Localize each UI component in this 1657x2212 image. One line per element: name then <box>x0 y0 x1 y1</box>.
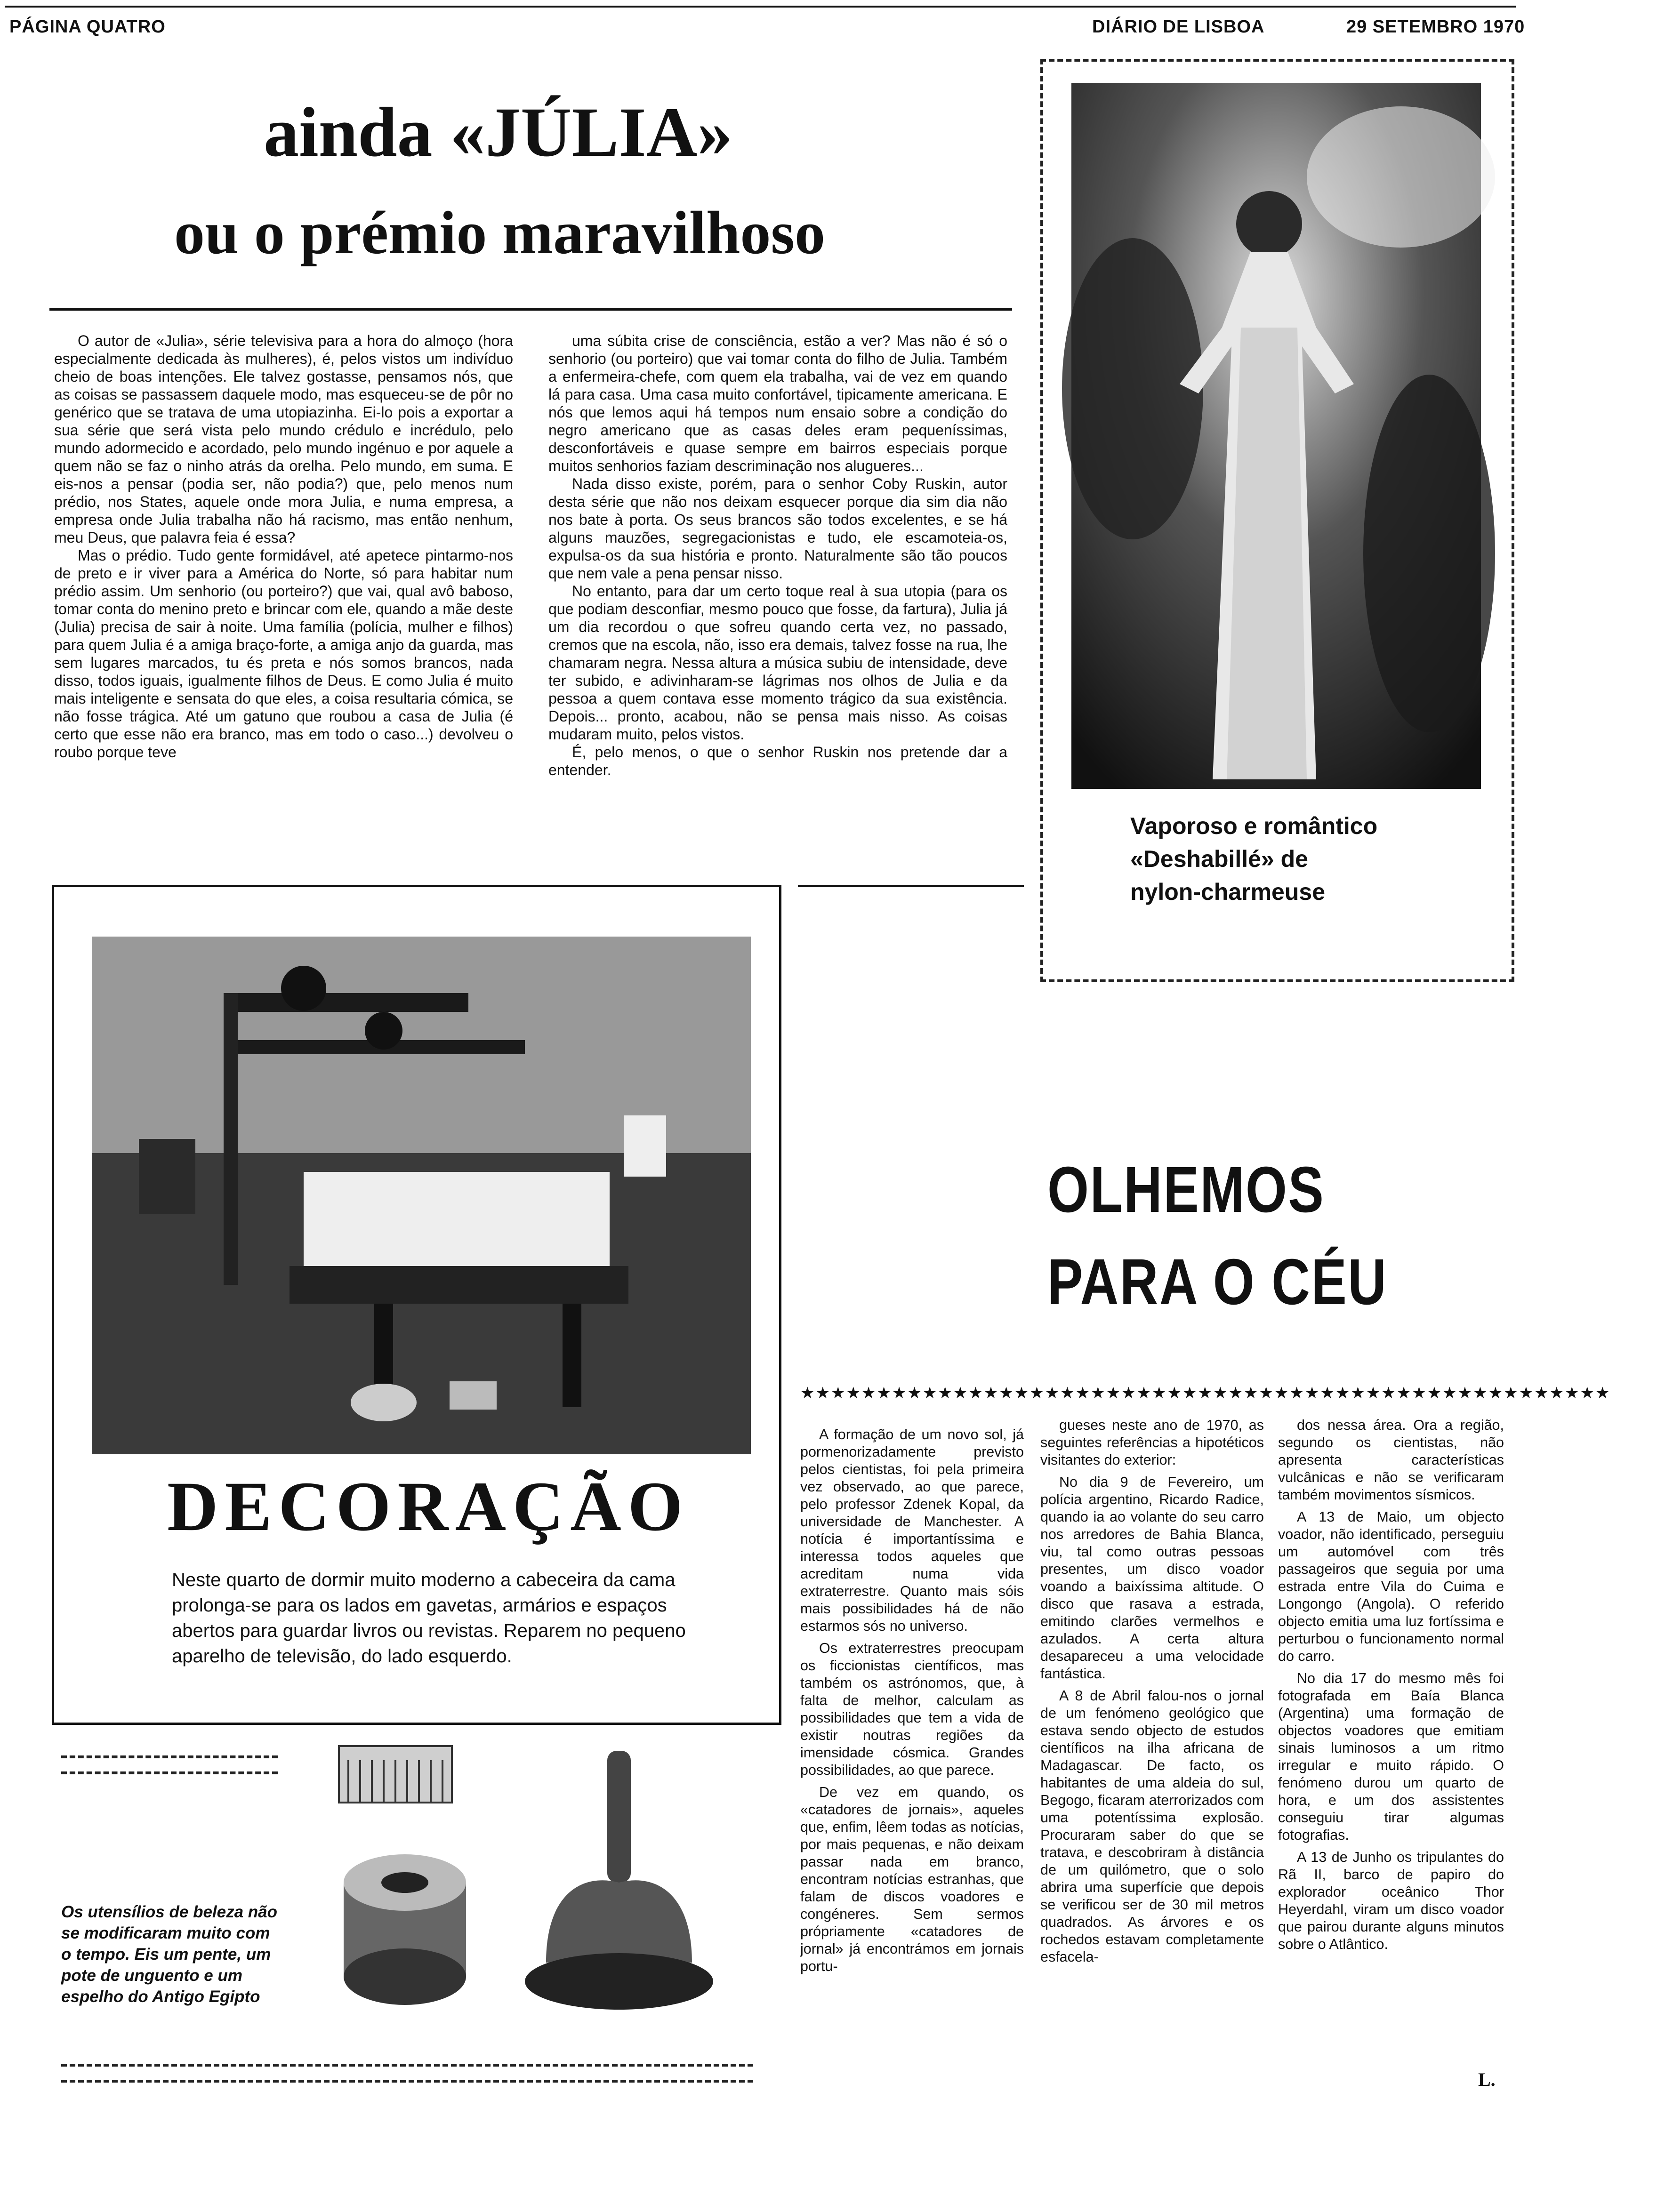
paragraph: No dia 17 do mesmo mês foi fotografada em Baía Blanca (Argentina) uma formação de objectos voadores que emitiam sinais luminosos a um ritmo irregular e muito rápido. O fenómeno durou um quarto de hora, e um dos assistentes conseguiu tirar algumas fotografias. <box>1278 1670 1504 1843</box>
paragraph: uma súbita crise de consciência, estão a ver? Mas não é só o senhorio (ou porteiro) que vai tomar conta do filho de Julia. Também a enfermeira-chefe, com quem ela trabalha, vai de vez em quando lá para casa. Uma casa muito confortável, tipicamente americana. E nós que lemos aqui há tempos num ensaio sobre a condição do negro americano que as casas deles eram pequeníssimas, desconfortáveis e quase sempre em bairros especiais porque muitos senhorios faziam descriminação nos alugueres... <box>548 332 1007 474</box>
beauty-border-top <box>61 1755 278 1774</box>
paragraph: dos nessa área. Ora a região, segundo os cientistas, não apresenta características vulcânicas e não se verificaram também movimentos sísmicos. <box>1278 1417 1504 1503</box>
fashion-caption-line2: «Deshabillé» de <box>1130 846 1308 872</box>
article2-title-line2: PARA O CÉU <box>1047 1246 1388 1318</box>
article2-column-1 <box>800 1426 1024 1980</box>
fashion-photo-frame <box>1040 59 1514 982</box>
deshabille-photo <box>1071 83 1481 789</box>
paragraph: Os extraterrestres preocupam os ficcionistas científicos, mas também os astrónomos, que, à falta de melhor, calculam as possibilidades que tem a vida de existir noutras regiões da imensidade cósmica. Grandes possibilidades, ao que parece. <box>800 1640 1024 1778</box>
article2-title-line1: OLHEMOS <box>1047 1154 1325 1226</box>
title-rule <box>49 308 1012 311</box>
issue-date: 29 SETEMBRO 1970 <box>1346 17 1525 37</box>
star-divider: ★★★★★★★★★★★★★★★★★★★★★★★★★★★★★★★★★★★★★★★★★★★★★★★★★★★★★ <box>800 1384 1611 1403</box>
paragraph: A 13 de Junho os tripulantes do Rã II, barco de papiro do explorador oceânico Thor Heyerdahl, viram um disco voador que pairou durante alguns minutos sobre o Atlântico. <box>1278 1849 1504 1952</box>
paragraph: É, pelo menos, o que o senhor Ruskin nos pretende dar a entender. <box>548 744 1007 778</box>
paragraph: De vez em quando, os «catadores de jornais», aqueles que, enfim, lêem todas as notícias, por mais pequenas, e não deixam passar nada em branco, encontram notícias estranhas, que falam de discos voadores e congéneres. Sem sermos própriamente «catadores de jornal» já encontrámos em jornais portu- <box>800 1784 1024 1974</box>
paragraph: No dia 9 de Fevereiro, um polícia argentino, Ricardo Radice, quando ia ao volante do seu carro nos arredores de Bahia Blanca, viu, tal como outras pessoas presentes, um disco voador voando a baixíssima altitude. O disco que rasava a estrada, emitindo clarões vermelhos e azulados. A certa altura desapareceu a uma velocidade fantástica. <box>1040 1474 1264 1682</box>
article-title-line1: ainda «JÚLIA» <box>264 93 733 171</box>
article2-column-3 <box>1278 1417 1504 1958</box>
article1-column-2 <box>548 332 1007 779</box>
article2-column-2 <box>1040 1417 1264 1971</box>
paragraph: Mas o prédio. Tudo gente formidável, até apetece pintarmo-nos de preto e ir viver para a América do Norte, só para habitar num prédio assim. Um senhorio (ou porteiro?) que vai, qual avô baboso, tomar conta do menino preto e brincar com ele, quando a mãe deste (Julia) precisa de sair à noite. Uma família (polícia, mulher e filhos) para quem Julia é a amiga braço-forte, a amiga anjo da guarda, mas sem lugares marcados, tu és preta e nós somos brancos, nada disso, todos iguais, igualmente filhos de Deus. E como Julia é muito mais inteligente e sensata do que eles, a coisa resultaria cómica, se não fosse trágica. Até um gatuno que roubou a casa de Julia (é certo que esse não era branco, mas em todo o caso...) devolveu o roubo porque teve <box>54 547 513 761</box>
article-title-line2: ou o prémio maravilhoso <box>174 199 826 267</box>
paragraph: A 8 de Abril falou-nos o jornal de um fenómeno geológico que estava sendo objecto de estudos científicos na ilha africana de Madagascar. De facto, os habitantes de uma aldeia do sul, Begogo, ficaram aterrorizados com uma potentíssima explosão. Procuraram saber do que se tratava, e descobriram à distância de um quilómetro, que o solo abrira uma superfície que depois se verificou ser de 30 mil metros quadrados. As árvores e os rochedos estavam completamente esfacela- <box>1040 1688 1264 1965</box>
divider-short <box>798 885 1024 887</box>
fashion-caption-line1: Vaporoso e romântico <box>1130 813 1378 839</box>
decoration-title: DECORAÇÃO <box>167 1467 690 1546</box>
decoration-box <box>52 885 781 1725</box>
paragraph: A 13 de Maio, um objecto voador, não identificado, perseguiu um automóvel com três passageiros que seguia por uma estrada entre Vila do Cuima e Longongo (Angola). O referido objecto emitia uma luz fortíssima e perturbou o funcionamento normal do carro. <box>1278 1509 1504 1664</box>
masthead-rule <box>5 6 1516 8</box>
paragraph: gueses neste ano de 1970, as seguintes referências a hipotéticos visitantes do exterior: <box>1040 1417 1264 1468</box>
author-signature: L. <box>1478 2069 1496 2090</box>
section-label: PÁGINA QUATRO <box>9 17 166 37</box>
paragraph: Nada disso existe, porém, para o senhor Coby Ruskin, autor desta série que não nos deixam esquecer porque dia sim dia não nos bate à porta. Os seus brancos são todos excelentes, e se há alguns mauzões, segregacionistas e tudo, ele escamoteia-os, expulsa-os da sua história e pronto. Naturalmente são tão poucos que nem vale a pena pensar nisso. <box>548 475 1007 582</box>
paragraph: No entanto, para dar um certo toque real à sua utopia (para os que podiam desconfiar, mesmo pouco que fosse, da fartura), Julia já um dia recordou o que sofreu quando certa vez, no passado, cremos que na escola, não, isso era demais, talvez fosse na rua, lhe chamaram negra. Nessa altura a música subiu de intensidade, deve ter subido, e adivinharam-se lágrimas nos olhos de Julia e da pessoa a quem contava esse momento trágico da sua existência. Depois... pronto, acabou, não se pensa mais nisso. As coisas mudaram muito, pelos vistos. <box>548 583 1007 743</box>
article1-column-1 <box>54 332 513 761</box>
decoration-caption: Neste quarto de dormir muito moderno a cabeceira da cama prolonga-se para os lados em gavetas, armários e espaços abertos para guardar livros ou revistas. Reparem no pequeno aparelho de televisão, do lado esquerdo. <box>172 1570 686 1667</box>
beauty-border-bottom <box>61 2064 753 2083</box>
beauty-caption: Os utensílios de beleza não se modificaram muito com o tempo. Eis um pente, um pote de unguento e um espelho do Antigo Egipto <box>61 1903 278 2006</box>
paragraph: O autor de «Julia», série televisiva para a hora do almoço (hora especialmente dedicada às mulheres), é, pelos vistos um indivíduo cheio de boas intenções. Ele talvez gostasse, pensamos nós, que as coisas se passassem daquele modo, mas esqueceu-se de pôr no genérico que se tratava de uma utopiazinha. Ei-lo pois a exportar a sua série que será vista pelo mundo crédulo e incrédulo, pelo mundo adormecido e acordado, pelo mundo ingénuo e por aquele a quem não se faz o ninho atrás da orelha. Pelo mundo, em suma. E eis-nos a pensar (podia ser, não podia?) que, pelo menos num prédio, nos States, aquele onde mora Julia, e numa empresa, a empresa onde Julia trabalha não há racismo, mas então nenhum, meu Deus, que palavra feia é essa? <box>54 332 513 546</box>
paragraph: A formação de um novo sol, já pormenorizadamente previsto pelos cientistas, foi pela primeira vez observado, ao que parece, pelo professor Zdenek Kopal, da universidade de Manchester. A notícia é importantíssima e interessa todos aqueles que acreditam numa vida extraterrestre. Quanto mais sóis mais possibilidades há de não estarmos sós no universo. <box>800 1427 1024 1634</box>
newspaper-name: DIÁRIO DE LISBOA <box>1092 17 1265 37</box>
egyptian-utensils-photo <box>339 1741 753 2043</box>
fashion-caption-line3: nylon-charmeuse <box>1130 879 1326 905</box>
bedroom-photo <box>92 937 751 1454</box>
